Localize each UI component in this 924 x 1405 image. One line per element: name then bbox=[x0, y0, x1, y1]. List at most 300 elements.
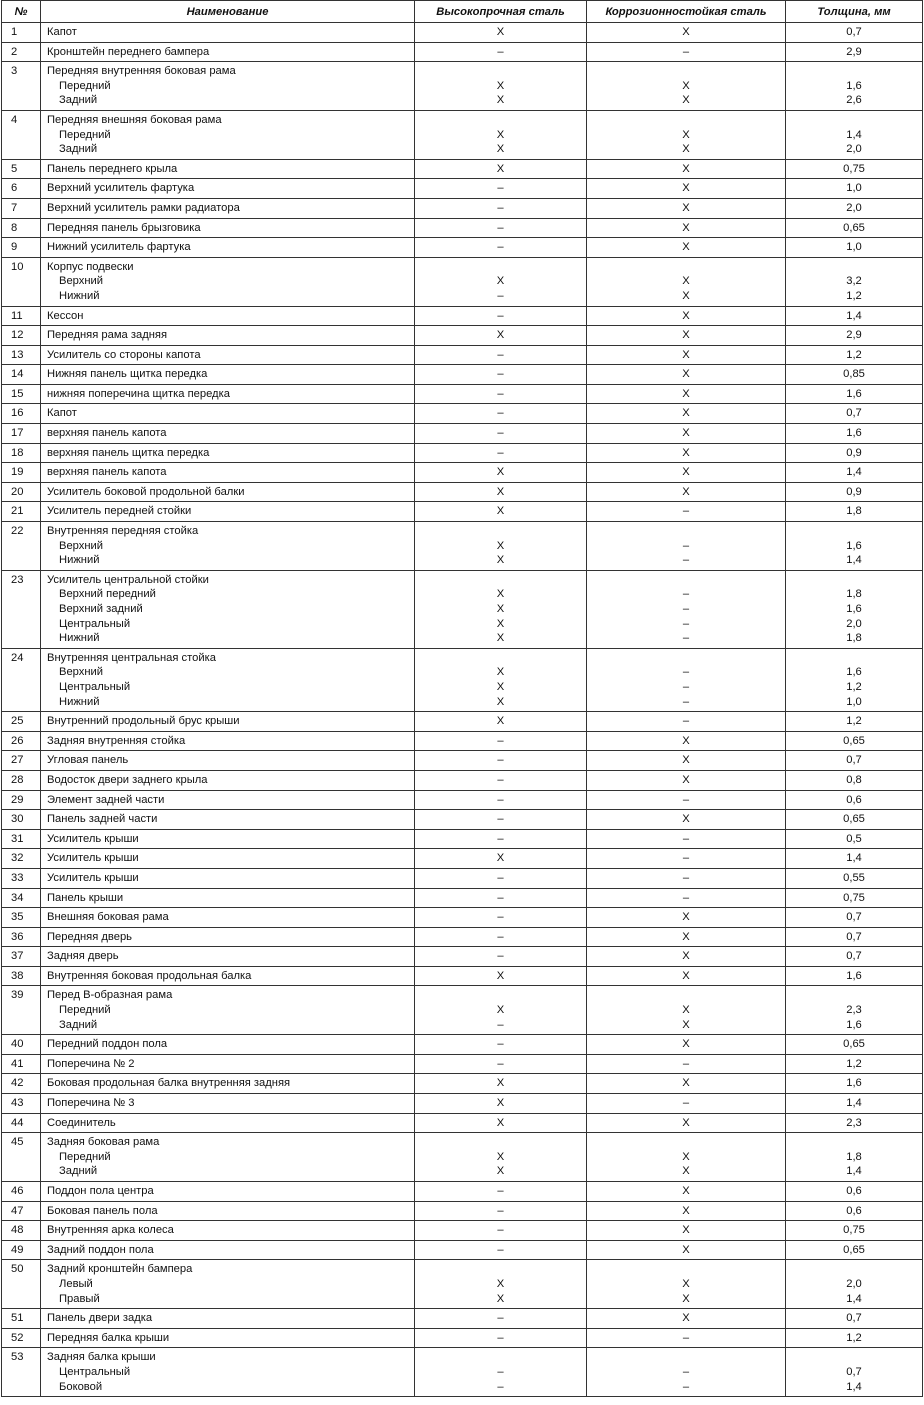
sub-part-name: Центральный bbox=[59, 680, 131, 693]
high-strength-cell bbox=[415, 110, 587, 159]
row-number: 48 bbox=[2, 1221, 41, 1241]
thickness-value: 1,0 bbox=[846, 695, 862, 708]
thickness-value: 0,65 bbox=[786, 810, 923, 830]
part-name: Передняя внутренняя боковая рама bbox=[47, 65, 236, 78]
sub-part-name: Левый bbox=[59, 1277, 93, 1290]
high-strength-cell bbox=[415, 1260, 587, 1309]
thickness-value: 1,4 bbox=[786, 463, 923, 483]
high-strength-value: – bbox=[415, 443, 587, 463]
spacer bbox=[415, 64, 586, 79]
thickness-value: 1,6 bbox=[786, 384, 923, 404]
spacer bbox=[415, 260, 586, 275]
thickness-value: 0,7 bbox=[786, 23, 923, 43]
thickness-value: 1,6 bbox=[846, 1018, 862, 1031]
table-row bbox=[2, 1035, 923, 1055]
table-row bbox=[2, 1074, 923, 1094]
part-name: Усилитель крыши bbox=[41, 868, 415, 888]
corrosion-resistant-cell bbox=[587, 522, 786, 571]
thickness-value: 1,2 bbox=[786, 1054, 923, 1074]
high-strength-value: – bbox=[415, 1054, 587, 1074]
table-row bbox=[2, 159, 923, 179]
part-name-cell bbox=[41, 570, 415, 648]
row-number: 22 bbox=[2, 522, 41, 571]
spacer bbox=[415, 1262, 586, 1277]
high-strength-cell bbox=[415, 522, 587, 571]
corrosion-resistant-value: – bbox=[587, 1094, 786, 1114]
part-name: Нижний усилитель фартука bbox=[41, 238, 415, 258]
sub-part-name: Задний bbox=[59, 1018, 98, 1031]
sub-part-name: Нижний bbox=[59, 289, 100, 302]
spacer bbox=[587, 1135, 785, 1150]
corrosion-resistant-value: – bbox=[682, 554, 690, 567]
corrosion-resistant-value: X bbox=[587, 345, 786, 365]
table-row bbox=[2, 1309, 923, 1329]
high-strength-value: X bbox=[415, 326, 587, 346]
spacer bbox=[415, 573, 586, 588]
part-name: Внутренний продольный брус крыши bbox=[41, 712, 415, 732]
thickness-value: 0,75 bbox=[786, 888, 923, 908]
table-row bbox=[2, 648, 923, 711]
row-number: 7 bbox=[2, 198, 41, 218]
header-thickness: Толщина, мм bbox=[786, 1, 923, 23]
row-number: 30 bbox=[2, 810, 41, 830]
high-strength-value: X bbox=[496, 680, 505, 693]
part-name-cell bbox=[41, 986, 415, 1035]
thickness-value: 1,2 bbox=[846, 680, 862, 693]
table-row bbox=[2, 888, 923, 908]
corrosion-resistant-value: X bbox=[682, 1150, 690, 1163]
corrosion-resistant-value: X bbox=[587, 751, 786, 771]
thickness-value: 0,8 bbox=[786, 770, 923, 790]
row-number: 43 bbox=[2, 1094, 41, 1114]
table-row bbox=[2, 218, 923, 238]
corrosion-resistant-value: – bbox=[682, 1365, 690, 1378]
table-row bbox=[2, 238, 923, 258]
sub-part-name: Передний bbox=[59, 128, 111, 141]
table-row bbox=[2, 522, 923, 571]
corrosion-resistant-value: X bbox=[682, 289, 690, 302]
thickness-value: 0,75 bbox=[786, 1221, 923, 1241]
high-strength-value: – bbox=[415, 198, 587, 218]
part-name: Поддон пола центра bbox=[41, 1182, 415, 1202]
part-name: Верхний усилитель фартука bbox=[41, 179, 415, 199]
corrosion-resistant-value: X bbox=[587, 1113, 786, 1133]
high-strength-value: – bbox=[415, 927, 587, 947]
part-name: верхняя панель капота bbox=[41, 424, 415, 444]
row-number: 8 bbox=[2, 218, 41, 238]
high-strength-value: X bbox=[496, 1150, 505, 1163]
spacer bbox=[587, 1350, 785, 1365]
high-strength-value: – bbox=[415, 179, 587, 199]
row-number: 13 bbox=[2, 345, 41, 365]
corrosion-resistant-value: – bbox=[587, 888, 786, 908]
header-number: № bbox=[2, 1, 41, 23]
high-strength-value: – bbox=[415, 1328, 587, 1348]
spacer bbox=[587, 524, 785, 539]
thickness-value: 0,55 bbox=[786, 868, 923, 888]
sub-part-name: Центральный bbox=[59, 617, 131, 630]
row-number: 32 bbox=[2, 849, 41, 869]
thickness-cell bbox=[786, 1260, 923, 1309]
corrosion-resistant-value: X bbox=[682, 275, 690, 288]
table-row bbox=[2, 770, 923, 790]
table-row bbox=[2, 1094, 923, 1114]
part-name: Задний кронштейн бампера bbox=[47, 1263, 193, 1276]
corrosion-resistant-value: X bbox=[587, 23, 786, 43]
part-name: Соединитель bbox=[41, 1113, 415, 1133]
row-number: 21 bbox=[2, 502, 41, 522]
row-number: 33 bbox=[2, 868, 41, 888]
table-row bbox=[2, 42, 923, 62]
corrosion-resistant-value: – bbox=[587, 1054, 786, 1074]
row-number: 25 bbox=[2, 712, 41, 732]
high-strength-value: X bbox=[496, 588, 505, 601]
corrosion-resistant-value: X bbox=[587, 306, 786, 326]
high-strength-cell bbox=[415, 257, 587, 306]
row-number: 23 bbox=[2, 570, 41, 648]
thickness-value: 1,2 bbox=[786, 1328, 923, 1348]
part-name: Усилитель со стороны капота bbox=[41, 345, 415, 365]
high-strength-value: – bbox=[497, 1365, 504, 1378]
part-name: Передняя внешняя боковая рама bbox=[47, 113, 222, 126]
part-name: Задняя внутренняя стойка bbox=[41, 731, 415, 751]
corrosion-resistant-value: X bbox=[682, 94, 690, 107]
table-row bbox=[2, 947, 923, 967]
corrosion-resistant-value: X bbox=[587, 238, 786, 258]
sub-part-name: Боковой bbox=[59, 1380, 103, 1393]
thickness-value: 0,7 bbox=[786, 1309, 923, 1329]
corrosion-resistant-value: X bbox=[587, 1309, 786, 1329]
part-name-cell bbox=[41, 522, 415, 571]
corrosion-resistant-value: – bbox=[587, 868, 786, 888]
table-row bbox=[2, 1182, 923, 1202]
high-strength-value: X bbox=[496, 128, 505, 141]
high-strength-value: X bbox=[496, 275, 505, 288]
thickness-value: 1,8 bbox=[786, 502, 923, 522]
spacer bbox=[587, 260, 785, 275]
high-strength-value: – bbox=[415, 424, 587, 444]
high-strength-value: – bbox=[415, 810, 587, 830]
sub-part-name: Задний bbox=[59, 94, 98, 107]
part-name: Внутренняя центральная стойка bbox=[47, 651, 216, 664]
high-strength-value: – bbox=[497, 1018, 504, 1031]
corrosion-resistant-cell bbox=[587, 1260, 786, 1309]
thickness-value: 0,65 bbox=[786, 731, 923, 751]
corrosion-resistant-value: – bbox=[682, 680, 690, 693]
high-strength-value: – bbox=[497, 1380, 504, 1393]
high-strength-value: X bbox=[415, 482, 587, 502]
spacer bbox=[786, 1262, 922, 1277]
part-name: Капот bbox=[41, 23, 415, 43]
table-row bbox=[2, 257, 923, 306]
row-number: 2 bbox=[2, 42, 41, 62]
spacer bbox=[415, 524, 586, 539]
spacer bbox=[786, 64, 922, 79]
part-name: Водосток двери заднего крыла bbox=[41, 770, 415, 790]
corrosion-resistant-value: – bbox=[682, 695, 690, 708]
corrosion-resistant-value: – bbox=[587, 1328, 786, 1348]
part-name: Угловая панель bbox=[41, 751, 415, 771]
thickness-value: 1,4 bbox=[846, 128, 862, 141]
corrosion-resistant-cell bbox=[587, 570, 786, 648]
high-strength-value: – bbox=[415, 1035, 587, 1055]
row-number: 47 bbox=[2, 1201, 41, 1221]
part-name-cell bbox=[41, 62, 415, 111]
thickness-cell bbox=[786, 522, 923, 571]
thickness-value: 1,8 bbox=[846, 588, 862, 601]
thickness-cell bbox=[786, 1133, 923, 1182]
part-name: Задняя боковая рама bbox=[47, 1136, 160, 1149]
high-strength-value: X bbox=[415, 1094, 587, 1114]
sub-part-name: Нижний bbox=[59, 554, 100, 567]
table-row bbox=[2, 927, 923, 947]
high-strength-value: – bbox=[415, 908, 587, 928]
part-name: Кессон bbox=[41, 306, 415, 326]
corrosion-resistant-cell bbox=[587, 110, 786, 159]
high-strength-value: – bbox=[415, 868, 587, 888]
part-name: Элемент задней части bbox=[41, 790, 415, 810]
spacer bbox=[415, 1135, 586, 1150]
part-name: Передний поддон пола bbox=[41, 1035, 415, 1055]
table-row bbox=[2, 463, 923, 483]
corrosion-resistant-value: – bbox=[682, 632, 690, 645]
part-name: Задняя балка крыши bbox=[47, 1351, 156, 1364]
thickness-value: 0,5 bbox=[786, 829, 923, 849]
table-row bbox=[2, 502, 923, 522]
thickness-value: 0,65 bbox=[786, 1035, 923, 1055]
high-strength-value: – bbox=[415, 42, 587, 62]
corrosion-resistant-value: X bbox=[587, 218, 786, 238]
thickness-value: 0,7 bbox=[786, 908, 923, 928]
thickness-value: 1,6 bbox=[846, 666, 862, 679]
thickness-value: 0,6 bbox=[786, 790, 923, 810]
table-header-row bbox=[2, 1, 923, 23]
corrosion-resistant-value: X bbox=[587, 179, 786, 199]
corrosion-resistant-value: X bbox=[587, 404, 786, 424]
row-number: 15 bbox=[2, 384, 41, 404]
high-strength-cell bbox=[415, 1348, 587, 1397]
spacer bbox=[415, 988, 586, 1003]
row-number: 37 bbox=[2, 947, 41, 967]
thickness-value: 0,75 bbox=[786, 159, 923, 179]
sub-part-name: Верхний bbox=[59, 666, 104, 679]
thickness-value: 0,9 bbox=[786, 443, 923, 463]
high-strength-value: – bbox=[415, 751, 587, 771]
high-strength-cell bbox=[415, 570, 587, 648]
table-row bbox=[2, 1113, 923, 1133]
corrosion-resistant-cell bbox=[587, 62, 786, 111]
corrosion-resistant-value: X bbox=[682, 1292, 690, 1305]
row-number: 18 bbox=[2, 443, 41, 463]
corrosion-resistant-value: X bbox=[587, 1074, 786, 1094]
high-strength-value: X bbox=[415, 1074, 587, 1094]
high-strength-value: X bbox=[415, 1113, 587, 1133]
table-row bbox=[2, 404, 923, 424]
thickness-cell bbox=[786, 1348, 923, 1397]
thickness-value: 1,6 bbox=[786, 424, 923, 444]
high-strength-value: X bbox=[496, 79, 505, 92]
part-name: Панель крыши bbox=[41, 888, 415, 908]
row-number: 4 bbox=[2, 110, 41, 159]
thickness-cell bbox=[786, 570, 923, 648]
spacer bbox=[786, 260, 922, 275]
row-number: 36 bbox=[2, 927, 41, 947]
thickness-value: 1,4 bbox=[786, 1094, 923, 1114]
thickness-value: 1,8 bbox=[846, 1150, 862, 1163]
row-number: 20 bbox=[2, 482, 41, 502]
thickness-value: 0,6 bbox=[786, 1201, 923, 1221]
sub-part-name: Передний bbox=[59, 1150, 111, 1163]
part-name-cell bbox=[41, 1348, 415, 1397]
thickness-cell bbox=[786, 986, 923, 1035]
spacer bbox=[587, 573, 785, 588]
thickness-value: 1,6 bbox=[786, 1074, 923, 1094]
high-strength-value: – bbox=[415, 365, 587, 385]
high-strength-value: X bbox=[496, 554, 505, 567]
corrosion-resistant-value: – bbox=[587, 790, 786, 810]
sub-part-name: Верхний bbox=[59, 275, 104, 288]
high-strength-value: – bbox=[415, 888, 587, 908]
thickness-cell bbox=[786, 62, 923, 111]
high-strength-value: – bbox=[415, 1221, 587, 1241]
table-row bbox=[2, 712, 923, 732]
table-row bbox=[2, 482, 923, 502]
corrosion-resistant-value: X bbox=[682, 1277, 690, 1290]
high-strength-value: X bbox=[415, 712, 587, 732]
corrosion-resistant-cell bbox=[587, 986, 786, 1035]
part-name-cell bbox=[41, 1260, 415, 1309]
high-strength-value: X bbox=[415, 23, 587, 43]
row-number: 29 bbox=[2, 790, 41, 810]
table-row bbox=[2, 384, 923, 404]
part-name: Панель двери задка bbox=[41, 1309, 415, 1329]
part-name: Поперечина № 2 bbox=[41, 1054, 415, 1074]
thickness-value: 1,4 bbox=[786, 306, 923, 326]
corrosion-resistant-value: X bbox=[587, 810, 786, 830]
corrosion-resistant-value: X bbox=[587, 1201, 786, 1221]
row-number: 31 bbox=[2, 829, 41, 849]
table-row bbox=[2, 570, 923, 648]
thickness-cell bbox=[786, 648, 923, 711]
part-name: Боковая панель пола bbox=[41, 1201, 415, 1221]
thickness-value: 1,6 bbox=[786, 966, 923, 986]
spacer bbox=[587, 988, 785, 1003]
part-name: Кронштейн переднего бампера bbox=[41, 42, 415, 62]
thickness-value: 2,0 bbox=[846, 143, 862, 156]
header-high-strength-steel: Высокопрочная сталь bbox=[415, 1, 587, 23]
corrosion-resistant-value: – bbox=[682, 1380, 690, 1393]
spacer bbox=[786, 651, 922, 666]
row-number: 44 bbox=[2, 1113, 41, 1133]
high-strength-value: X bbox=[496, 539, 505, 552]
corrosion-resistant-value: – bbox=[587, 712, 786, 732]
row-number: 16 bbox=[2, 404, 41, 424]
part-name: Внутренняя передняя стойка bbox=[47, 525, 199, 538]
spacer bbox=[786, 988, 922, 1003]
row-number: 53 bbox=[2, 1348, 41, 1397]
corrosion-resistant-value: X bbox=[587, 326, 786, 346]
part-name: Усилитель передней стойки bbox=[41, 502, 415, 522]
part-name: Внутренняя арка колеса bbox=[41, 1221, 415, 1241]
thickness-value: 2,0 bbox=[786, 198, 923, 218]
table-row bbox=[2, 790, 923, 810]
spacer bbox=[415, 113, 586, 128]
thickness-value: 3,2 bbox=[846, 275, 862, 288]
steel-parts-table bbox=[1, 0, 923, 1397]
corrosion-resistant-value: – bbox=[682, 666, 690, 679]
row-number: 50 bbox=[2, 1260, 41, 1309]
high-strength-value: X bbox=[496, 603, 505, 615]
thickness-value: 0,65 bbox=[786, 218, 923, 238]
high-strength-value: X bbox=[415, 849, 587, 869]
row-number: 6 bbox=[2, 179, 41, 199]
part-name: верхняя панель капота bbox=[41, 463, 415, 483]
thickness-value: 0,7 bbox=[846, 1365, 862, 1378]
row-number: 1 bbox=[2, 23, 41, 43]
corrosion-resistant-value: X bbox=[587, 384, 786, 404]
table-row bbox=[2, 345, 923, 365]
part-name: Панель задней части bbox=[41, 810, 415, 830]
high-strength-value: X bbox=[415, 502, 587, 522]
row-number: 3 bbox=[2, 62, 41, 111]
thickness-value: 2,9 bbox=[786, 326, 923, 346]
table-row bbox=[2, 849, 923, 869]
sub-part-name: Правый bbox=[59, 1292, 100, 1305]
row-number: 17 bbox=[2, 424, 41, 444]
thickness-value: 2,0 bbox=[846, 1277, 862, 1290]
part-name: нижняя поперечина щитка передка bbox=[41, 384, 415, 404]
corrosion-resistant-value: X bbox=[587, 1240, 786, 1260]
high-strength-value: – bbox=[415, 345, 587, 365]
table-row bbox=[2, 179, 923, 199]
thickness-value: 2,6 bbox=[846, 94, 862, 107]
table-row bbox=[2, 966, 923, 986]
sub-part-name: Задний bbox=[59, 143, 98, 156]
part-name: Капот bbox=[41, 404, 415, 424]
row-number: 11 bbox=[2, 306, 41, 326]
part-name: Внутренняя боковая продольная балка bbox=[41, 966, 415, 986]
table-body bbox=[2, 23, 923, 1397]
part-name: Усилитель крыши bbox=[41, 829, 415, 849]
row-number: 19 bbox=[2, 463, 41, 483]
spacer bbox=[587, 1262, 785, 1277]
part-name: Передняя балка крыши bbox=[41, 1328, 415, 1348]
header-name: Наименование bbox=[41, 1, 415, 23]
spacer bbox=[587, 113, 785, 128]
row-number: 5 bbox=[2, 159, 41, 179]
row-number: 27 bbox=[2, 751, 41, 771]
corrosion-resistant-value: – bbox=[587, 829, 786, 849]
corrosion-resistant-cell bbox=[587, 1133, 786, 1182]
corrosion-resistant-value: X bbox=[682, 128, 690, 141]
high-strength-value: – bbox=[415, 238, 587, 258]
table-row bbox=[2, 23, 923, 43]
part-name: Задняя дверь bbox=[41, 947, 415, 967]
high-strength-value: – bbox=[415, 1240, 587, 1260]
corrosion-resistant-value: X bbox=[587, 443, 786, 463]
high-strength-value: – bbox=[415, 1309, 587, 1329]
table-row bbox=[2, 810, 923, 830]
corrosion-resistant-value: – bbox=[682, 603, 690, 615]
high-strength-value: – bbox=[415, 790, 587, 810]
part-name: Передняя рама задняя bbox=[41, 326, 415, 346]
spacer bbox=[786, 1135, 922, 1150]
part-name: Верхний усилитель рамки радиатора bbox=[41, 198, 415, 218]
part-name-cell bbox=[41, 257, 415, 306]
sub-part-name: Передний bbox=[59, 79, 111, 92]
thickness-value: 0,65 bbox=[786, 1240, 923, 1260]
thickness-value: 1,4 bbox=[846, 1380, 862, 1393]
